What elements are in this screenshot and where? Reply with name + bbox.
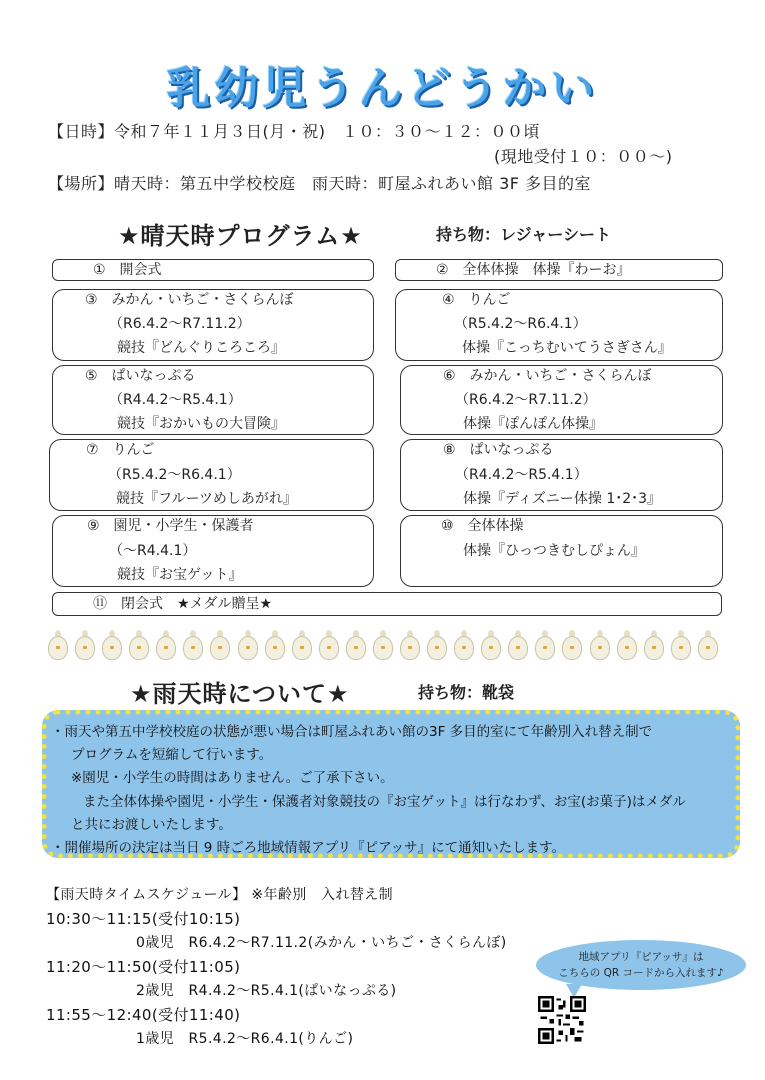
program-title: ③ みかん・いちご・さくらんぼ xyxy=(85,292,294,308)
chick-icon xyxy=(48,628,68,660)
chick-icon xyxy=(535,628,555,660)
program-item-2: ② 全体体操 体操『わーお』 xyxy=(395,259,723,281)
fair-bring-items: 持ち物：レジャーシート xyxy=(436,225,611,244)
chick-icon xyxy=(400,628,420,660)
chick-icon xyxy=(292,628,312,660)
program-item-1: ① 開会式 xyxy=(52,259,374,281)
rain-notice-line: また全体体操や園児・小学生・保護者対象競技の『お宝ゲット』は行なわず、お宝(お菓子)はメダル xyxy=(83,794,686,810)
chick-icon xyxy=(508,628,528,660)
program-title: ④ りんご xyxy=(442,292,511,308)
reception-time: (現地受付１０：００～) xyxy=(494,147,673,166)
app-info-line: 地域アプリ『ピアッサ』は xyxy=(578,951,704,963)
program-event: 体操『ひっつきむしぴょん』 xyxy=(463,543,645,559)
chick-icon xyxy=(698,628,718,660)
event-place: 【場所】晴天時：第五中学校校庭 雨天時：町屋ふれあい館 3F 多目的室 xyxy=(48,174,592,193)
rain-notice-box xyxy=(42,710,740,858)
chick-icon xyxy=(481,628,501,660)
program-box-10 xyxy=(400,515,723,587)
program-box-4 xyxy=(395,289,723,361)
program-event: 競技『フルーツめしあがれ』 xyxy=(116,491,297,507)
program-box-3 xyxy=(52,289,374,361)
schedule-group: 1歳児 R5.4.2～R6.4.1(りんご) xyxy=(136,1031,354,1047)
program-title: ⑧ ぱいなっぷる xyxy=(443,442,554,458)
chick-icon xyxy=(617,628,637,660)
chick-icon xyxy=(590,628,610,660)
program-box-6 xyxy=(400,365,723,435)
program-event: 体操『ぽんぽん体操』 xyxy=(463,416,603,432)
rain-notice-line: ・開催場所の決定は当日 9 時ごろ地域情報アプリ『ピアッサ』にて通知いたします。 xyxy=(51,840,566,856)
schedule-time: 11:55～12:40(受付11:40) xyxy=(46,1006,241,1024)
program-age-range: （R5.4.2～R6.4.1） xyxy=(108,467,241,483)
schedule-group: 0歳児 R6.4.2～R7.11.2(みかん・いちご・さくらんぼ) xyxy=(136,935,507,951)
program-event: 体操『こっちむいてうさぎさん』 xyxy=(462,340,672,356)
schedule-heading: 【雨天時タイムスケジュール】 ※年齢別 入れ替え制 xyxy=(46,887,394,903)
app-info-bubble xyxy=(536,940,746,990)
program-item-11: ⑪ 閉会式 ★メダル贈呈★ xyxy=(52,592,722,616)
program-title: ⑤ ぱいなっぷる xyxy=(85,368,196,384)
chick-icon xyxy=(562,628,582,660)
program-box-9 xyxy=(52,515,374,587)
program-age-range: （R5.4.2～R6.4.1） xyxy=(454,316,587,332)
rain-notice-line: ・雨天や第五中学校校庭の状態が悪い場合は町屋ふれあい館の3F 多目的室にて年齢別入れ替え制で xyxy=(51,724,653,740)
program-event: 競技『おかいもの大冒険』 xyxy=(117,416,285,432)
program-age-range: （R4.4.2～R5.4.1） xyxy=(455,467,588,483)
chick-icon xyxy=(129,628,149,660)
chick-icon xyxy=(454,628,474,660)
program-title: ⑨ 園児・小学生・保護者 xyxy=(87,518,254,534)
page-title: 乳幼児うんどうかい xyxy=(166,63,599,114)
chick-icon xyxy=(671,628,691,660)
schedule-time: 11:20～11:50(受付11:05) xyxy=(46,958,241,976)
chick-illustration-row xyxy=(48,628,718,664)
program-box-8 xyxy=(400,439,723,511)
program-age-range: （R6.4.2～R7.11.2） xyxy=(109,316,251,332)
rain-bring-items: 持ち物：靴袋 xyxy=(418,683,515,702)
rain-notice-line: と共にお渡しいたします。 xyxy=(71,817,232,833)
chick-icon xyxy=(265,628,285,660)
rain-notice-line: ※園児・小学生の時間はありません。ご了承下さい。 xyxy=(71,770,394,786)
app-info-line: こちらの QR コードから入れます♪ xyxy=(558,967,724,979)
chick-icon xyxy=(427,628,447,660)
program-title: ⑩ 全体体操 xyxy=(441,518,524,534)
rain-notice-line: プログラムを短縮して行います。 xyxy=(71,747,273,763)
chick-icon xyxy=(183,628,203,660)
qr-code-icon[interactable] xyxy=(538,996,586,1044)
chick-icon xyxy=(319,628,339,660)
chick-icon xyxy=(644,628,664,660)
chick-icon xyxy=(373,628,393,660)
chick-icon xyxy=(75,628,95,660)
chick-icon xyxy=(346,628,366,660)
chick-icon xyxy=(156,628,176,660)
chick-icon xyxy=(238,628,258,660)
program-event: 競技『どんぐりころころ』 xyxy=(117,340,285,356)
chick-icon xyxy=(102,628,122,660)
schedule-time: 10:30～11:15(受付10:15) xyxy=(46,910,241,928)
program-title: ⑦ りんご xyxy=(86,442,155,458)
rain-heading: ★雨天時について★ xyxy=(130,680,350,708)
program-title: ⑥ みかん・いちご・さくらんぼ xyxy=(443,368,652,384)
schedule-group: 2歳児 R4.4.2～R5.4.1(ぱいなっぷる) xyxy=(136,983,397,999)
program-age-range: （R4.4.2～R5.4.1） xyxy=(109,392,242,408)
program-event: 体操『ディズニー体操 1･2･3』 xyxy=(463,491,662,507)
program-age-range: （～R4.4.1） xyxy=(109,543,197,559)
event-date: 【日時】令和７年１１月３日(月・祝) １０：３０～１２：００頃 xyxy=(48,122,540,141)
program-age-range: （R6.4.2～R7.11.2） xyxy=(455,392,597,408)
program-event: 競技『お宝ゲット』 xyxy=(117,567,243,583)
fair-program-heading: ★晴天時プログラム★ xyxy=(118,222,363,250)
program-box-5 xyxy=(52,365,374,435)
program-box-7 xyxy=(49,439,374,511)
chick-icon xyxy=(210,628,230,660)
